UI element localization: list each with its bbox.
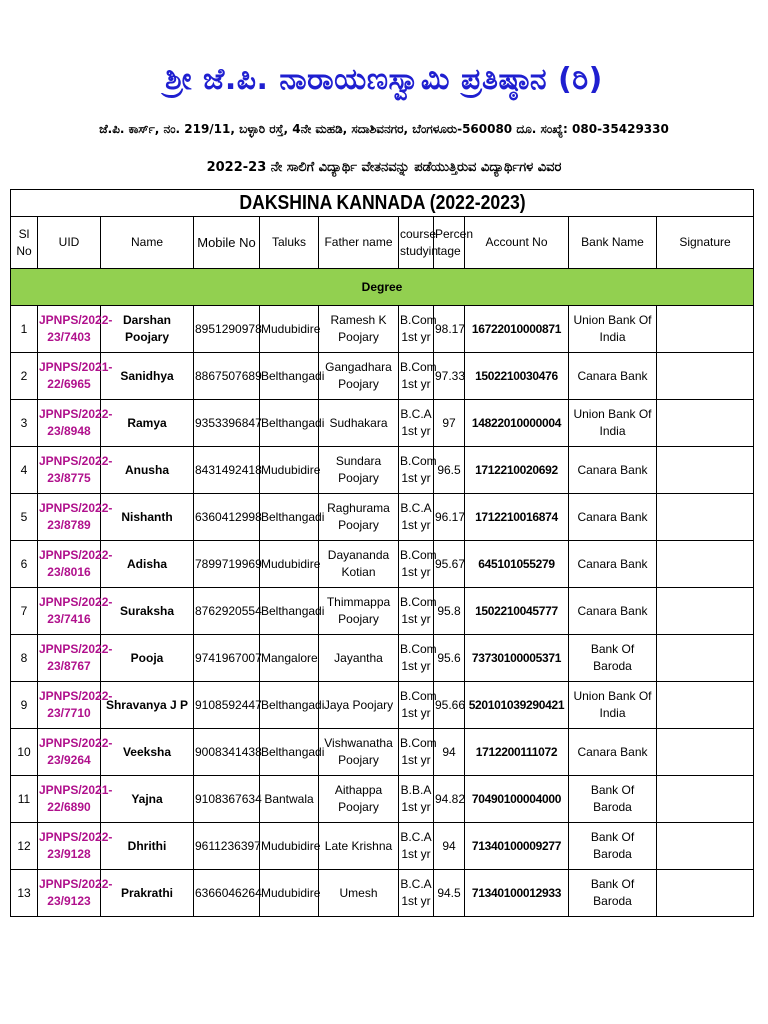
- father-line1: Umesh: [339, 885, 378, 900]
- sl-no: 5: [11, 494, 38, 541]
- percentage: 96.5: [434, 447, 465, 494]
- father-line1: Ramesh K Poojary: [330, 313, 387, 344]
- uid-cell: [38, 635, 113, 682]
- percentage: 95.66: [434, 682, 465, 729]
- sl-no: 12: [11, 823, 38, 870]
- table-row: [11, 400, 754, 447]
- student-name: Prakrathi: [101, 870, 194, 917]
- course-cell: [399, 682, 437, 729]
- uid-line2: 23/8767: [47, 659, 91, 673]
- uid-line1: JPNPS/2022-: [39, 407, 113, 421]
- course-cell: [399, 776, 434, 823]
- father-line1: Sudhakara: [329, 415, 388, 430]
- bank-line1: Canara Bank: [577, 462, 648, 477]
- mobile-no: 9108592447: [194, 682, 260, 729]
- col-header-mobile: Mobile No: [194, 217, 260, 269]
- mobile-no: 8431492418: [194, 447, 260, 494]
- course-cell: [399, 400, 434, 447]
- signature-cell: [657, 541, 754, 588]
- col-header-sl: Sl No: [11, 217, 38, 269]
- father-line1: Vishwanatha: [324, 736, 393, 750]
- account-no: 1712210020692: [465, 447, 569, 494]
- uid-cell: [38, 823, 113, 870]
- father-line2: Poojary: [338, 753, 379, 767]
- signature-cell: [657, 729, 754, 776]
- table-row: [11, 776, 754, 823]
- uid-line2: 23/8775: [47, 471, 91, 485]
- organization-title: ಶ್ರೀ ಜೆ.ಪಿ. ನಾರಾಯಣಸ್ವಾಮಿ ಪ್ರತಿಷ್ಠಾನ (ರಿ): [165, 62, 603, 97]
- uid-line2: 23/7710: [47, 706, 91, 720]
- taluk: Bantwala: [260, 776, 319, 823]
- father-name: [319, 870, 399, 917]
- mobile-no: 9008341438: [194, 729, 260, 776]
- account-no: 71340100012933: [465, 870, 569, 917]
- col-header-percentage-line2: tage: [437, 243, 461, 258]
- course-line2: 1st yr: [401, 330, 431, 344]
- course-cell: [399, 306, 437, 353]
- uid-cell: [38, 306, 113, 353]
- father-line2: Poojary: [338, 377, 379, 391]
- sl-no: 3: [11, 400, 38, 447]
- signature-cell: [657, 353, 754, 400]
- father-line1: Raghurama Poojary: [327, 501, 390, 532]
- sl-no: 9: [11, 682, 38, 729]
- uid-line2: 23/9264: [47, 753, 91, 767]
- uid-line1: JPNPS/2022-: [39, 877, 113, 891]
- student-name: Suraksha: [101, 588, 194, 635]
- col-header-father: Father name: [319, 217, 399, 269]
- mobile-no: 9108367634: [194, 776, 260, 823]
- course-cell: [399, 541, 437, 588]
- course-line2: 1st yr: [401, 565, 431, 579]
- father-name: [319, 400, 399, 447]
- father-line1: Jayantha: [334, 650, 383, 665]
- uid-line1: JPNPS/2022-: [39, 689, 113, 703]
- signature-cell: [657, 494, 754, 541]
- sl-no: 6: [11, 541, 38, 588]
- account-no: 16722010000871: [465, 306, 569, 353]
- table-row: [11, 541, 754, 588]
- uid-line1: JPNPS/2022-: [39, 642, 113, 656]
- percentage: 94.5: [434, 870, 465, 917]
- bank-cell: [569, 306, 657, 353]
- uid-cell: [38, 541, 113, 588]
- uid-line1: JPNPS/2021-: [39, 360, 113, 374]
- course-line1: B.Com: [400, 313, 437, 327]
- percentage: 98.17: [434, 306, 465, 353]
- course-line1: B.Com: [400, 548, 437, 562]
- course-line2: 1st yr: [401, 894, 431, 908]
- mobile-no: 7899719969: [194, 541, 260, 588]
- bank-line1: Union Bank Of: [573, 313, 652, 327]
- percentage: 95.8: [434, 588, 465, 635]
- uid-line2: 22/6890: [47, 800, 91, 814]
- mobile-no: 9741967007: [194, 635, 260, 682]
- uid-line2: 23/7403: [47, 330, 91, 344]
- table-row: [11, 588, 754, 635]
- account-no: 1502210030476: [465, 353, 569, 400]
- student-name: Ramya: [101, 400, 194, 447]
- account-no: 14822010000004: [465, 400, 569, 447]
- uid-line2: 23/8948: [47, 424, 91, 438]
- account-no: 1712210016874: [465, 494, 569, 541]
- table-row: [11, 353, 754, 400]
- father-name: [319, 823, 399, 870]
- course-cell: [399, 729, 437, 776]
- bank-cell: [569, 541, 657, 588]
- scholarship-table: [10, 189, 754, 917]
- region-title: DAKSHINA KANNADA (2022-2023): [55, 190, 709, 217]
- course-line2: 1st yr: [401, 471, 431, 485]
- taluk: Belthangadi: [260, 588, 319, 635]
- course-line1: B.C.A: [400, 830, 432, 844]
- sl-no: 2: [11, 353, 38, 400]
- uid-cell: [38, 353, 113, 400]
- taluk: Belthangadi: [260, 400, 319, 447]
- course-cell: [399, 353, 437, 400]
- course-cell: [399, 494, 434, 541]
- sl-no: 8: [11, 635, 38, 682]
- course-line2: 1st yr: [401, 612, 431, 626]
- taluk: Mangalore: [260, 635, 319, 682]
- sl-no: 13: [11, 870, 38, 917]
- bank-cell: [569, 353, 657, 400]
- course-line2: 1st yr: [401, 753, 431, 767]
- course-line1: B.C.A: [400, 501, 432, 515]
- father-name: [319, 494, 399, 541]
- father-line1: Aithappa Poojary: [334, 783, 383, 814]
- account-no: 645101055279: [465, 541, 569, 588]
- father-line1: Sundara Poojary: [335, 454, 382, 485]
- col-header-percentage: [434, 217, 474, 269]
- bank-line1: Canara Bank: [577, 744, 648, 759]
- sl-no: 10: [11, 729, 38, 776]
- father-name: [319, 635, 399, 682]
- father-line1: Gangadhara: [325, 360, 392, 374]
- region-row: [11, 190, 754, 217]
- sl-no: 4: [11, 447, 38, 494]
- taluk: Mudubidire: [260, 447, 319, 494]
- signature-cell: [657, 588, 754, 635]
- sl-no: 1: [11, 306, 38, 353]
- course-line1: B.C.A: [400, 877, 432, 891]
- taluk: Mudubidire: [260, 823, 319, 870]
- signature-cell: [657, 870, 754, 917]
- bank-line1: Bank Of Baroda: [590, 877, 635, 908]
- percentage: 97.33: [434, 353, 465, 400]
- uid-cell: [38, 682, 113, 729]
- section-row: [11, 269, 754, 306]
- course-line2: 1st yr: [401, 424, 431, 438]
- percentage: 95.6: [434, 635, 465, 682]
- course-cell: [399, 588, 437, 635]
- table-row: [11, 306, 754, 353]
- account-no: 1502210045777: [465, 588, 569, 635]
- course-line2: 1st yr: [401, 847, 431, 861]
- col-header-taluk: Taluks: [260, 217, 319, 269]
- table-row: [11, 870, 754, 917]
- mobile-no: 8762920554: [194, 588, 260, 635]
- bank-cell: [569, 823, 657, 870]
- uid-cell: [38, 447, 113, 494]
- father-line1: Late Krishna: [324, 838, 393, 853]
- mobile-no: 8867507689: [194, 353, 260, 400]
- uid-line2: 23/9128: [47, 847, 91, 861]
- uid-cell: [38, 776, 113, 823]
- course-line1: B.Com: [400, 360, 437, 374]
- uid-cell: [38, 494, 113, 541]
- signature-cell: [657, 823, 754, 870]
- taluk: Mudubidire: [260, 306, 319, 353]
- bank-line1: Canara Bank: [577, 603, 648, 618]
- account-no: 520101039290421: [465, 682, 569, 729]
- col-header-course-line1: course: [400, 226, 437, 241]
- mobile-no: 6360412998: [194, 494, 260, 541]
- account-no: 73730100005371: [465, 635, 569, 682]
- table-row: [11, 494, 754, 541]
- percentage: 94: [434, 823, 465, 870]
- col-header-course: [399, 217, 439, 269]
- student-name: Adisha: [101, 541, 194, 588]
- course-line1: B.Com: [400, 689, 437, 703]
- mobile-no: 8951290978: [194, 306, 260, 353]
- signature-cell: [657, 447, 754, 494]
- uid-line1: JPNPS/2021-: [39, 783, 113, 797]
- signature-cell: [657, 400, 754, 447]
- signature-cell: [657, 776, 754, 823]
- course-cell: [399, 870, 434, 917]
- percentage: 94: [434, 729, 465, 776]
- bank-line1: Canara Bank: [577, 368, 648, 383]
- course-line1: B.B.A: [400, 783, 432, 797]
- table-row: [11, 823, 754, 870]
- percentage: 97: [434, 400, 465, 447]
- document-subtitle: 2022-23 ನೇ ಸಾಲಿಗೆ ವಿದ್ಯಾರ್ಥಿ ವೇತನವನ್ನು ಪಡೆಯುತ್ತಿರುವ ವಿದ್ಯಾರ್ಥಿಗಳ ವಿವರ: [206, 160, 562, 175]
- father-name: [319, 729, 399, 776]
- bank-cell: [569, 400, 657, 447]
- uid-cell: [38, 400, 113, 447]
- bank-line1: Canara Bank: [577, 509, 648, 524]
- bank-line1: Bank Of Baroda: [590, 783, 635, 814]
- student-name: Darshan Poojary: [101, 306, 194, 353]
- mobile-no: 9611236397: [194, 823, 260, 870]
- uid-line1: JPNPS/2022-: [39, 501, 113, 515]
- bank-cell: [569, 635, 657, 682]
- col-header-uid: UID: [38, 217, 101, 269]
- taluk: Belthangadi: [260, 682, 319, 729]
- mobile-no: 9353396847: [194, 400, 260, 447]
- father-line1: Jaya Poojary: [323, 697, 394, 712]
- course-line2: 1st yr: [401, 518, 431, 532]
- uid-line2: 23/7416: [47, 612, 91, 626]
- student-name: Shravanya J P: [101, 682, 194, 729]
- student-name: Nishanth: [101, 494, 194, 541]
- bank-cell: [569, 494, 657, 541]
- uid-line2: 23/8789: [47, 518, 91, 532]
- signature-cell: [657, 682, 754, 729]
- col-header-name: Name: [101, 217, 194, 269]
- student-name: Dhrithi: [101, 823, 194, 870]
- taluk: Mudubidire: [260, 870, 319, 917]
- bank-line1: Canara Bank: [577, 556, 648, 571]
- signature-cell: [657, 635, 754, 682]
- col-header-account: Account No: [465, 217, 569, 269]
- taluk: Belthangadi: [260, 729, 319, 776]
- header-row: [11, 217, 754, 269]
- bank-line2: India: [599, 330, 626, 344]
- uid-line1: JPNPS/2022-: [39, 736, 113, 750]
- course-cell: [399, 823, 434, 870]
- account-no: 71340100009277: [465, 823, 569, 870]
- uid-line1: JPNPS/2022-: [39, 595, 113, 609]
- uid-cell: [38, 870, 113, 917]
- table-row: [11, 635, 754, 682]
- bank-line1: Union Bank Of: [573, 689, 652, 703]
- student-name: Sanidhya: [101, 353, 194, 400]
- course-line2: 1st yr: [401, 659, 431, 673]
- father-line1: Thimmappa Poojary: [326, 595, 391, 626]
- percentage: 96.17: [434, 494, 465, 541]
- bank-line1: Bank Of Baroda: [590, 830, 635, 861]
- father-name: [319, 353, 399, 400]
- bank-line1: Bank Of Baroda: [590, 642, 635, 673]
- mobile-no: 6366046264: [194, 870, 260, 917]
- father-line1: Dayananda Kotian: [327, 548, 390, 579]
- father-name: [319, 776, 399, 823]
- uid-cell: [38, 729, 113, 776]
- bank-cell: [569, 682, 657, 729]
- bank-cell: [569, 588, 657, 635]
- father-name: [319, 541, 399, 588]
- student-name: Yajna: [101, 776, 194, 823]
- organization-address: ಜೆ.ಪಿ. ಕಾರ್ಸ್, ನಂ. 219/11, ಬಳ್ಳಾರಿ ರಸ್ತೆ, 4ನೇ ಮಹಡಿ, ಸದಾಶಿವನಗರ, ಬೆಂಗಳೂರು-560080 ದೂ. ಸಂಖ್ಯೆ: 080-35429330: [99, 122, 669, 136]
- course-line2: 1st yr: [401, 706, 431, 720]
- student-name: Anusha: [101, 447, 194, 494]
- father-name: [319, 306, 399, 353]
- uid-line1: JPNPS/2022-: [39, 454, 113, 468]
- section-title: Degree: [11, 269, 754, 306]
- percentage: 95.67: [434, 541, 465, 588]
- course-line2: 1st yr: [401, 800, 431, 814]
- uid-cell: [38, 588, 113, 635]
- col-header-signature: Signature: [657, 217, 754, 269]
- student-name: Pooja: [101, 635, 194, 682]
- course-line1: B.Com: [400, 642, 437, 656]
- col-header-course-line2: studyin: [400, 243, 439, 258]
- father-name: [319, 447, 399, 494]
- uid-line1: JPNPS/2022-: [39, 548, 113, 562]
- table-row: [11, 682, 754, 729]
- signature-cell: [657, 306, 754, 353]
- bank-cell: [569, 870, 657, 917]
- course-line1: B.Com: [400, 454, 437, 468]
- account-no: 1712200111072: [465, 729, 569, 776]
- col-header-bank: Bank Name: [569, 217, 657, 269]
- bank-cell: [569, 447, 657, 494]
- uid-line1: JPNPS/2022-: [39, 313, 113, 327]
- student-name: Veeksha: [101, 729, 194, 776]
- taluk: Mudubidire: [260, 541, 319, 588]
- bank-cell: [569, 776, 657, 823]
- bank-line1: Union Bank Of: [573, 407, 652, 421]
- bank-cell: [569, 729, 657, 776]
- course-cell: [399, 447, 437, 494]
- account-no: 70490100004000: [465, 776, 569, 823]
- father-name: [319, 588, 399, 635]
- taluk: Belthangadi: [260, 494, 319, 541]
- col-header-percentage-line1: Percen: [435, 226, 474, 241]
- bank-line2: India: [599, 424, 626, 438]
- course-line1: B.Com: [400, 595, 437, 609]
- sl-no: 7: [11, 588, 38, 635]
- bank-line2: India: [599, 706, 626, 720]
- uid-line2: 22/6965: [47, 377, 91, 391]
- course-line2: 1st yr: [401, 377, 431, 391]
- table-row: [11, 447, 754, 494]
- father-name: [319, 682, 399, 729]
- uid-line2: 23/9123: [47, 894, 91, 908]
- percentage: 94.82: [434, 776, 465, 823]
- uid-line1: JPNPS/2022-: [39, 830, 113, 844]
- table-row: [11, 729, 754, 776]
- sl-no: 11: [11, 776, 38, 823]
- taluk: Belthangadi: [260, 353, 319, 400]
- uid-line2: 23/8016: [47, 565, 91, 579]
- course-line1: B.C.A: [400, 407, 432, 421]
- course-cell: [399, 635, 437, 682]
- course-line1: B.Com: [400, 736, 437, 750]
